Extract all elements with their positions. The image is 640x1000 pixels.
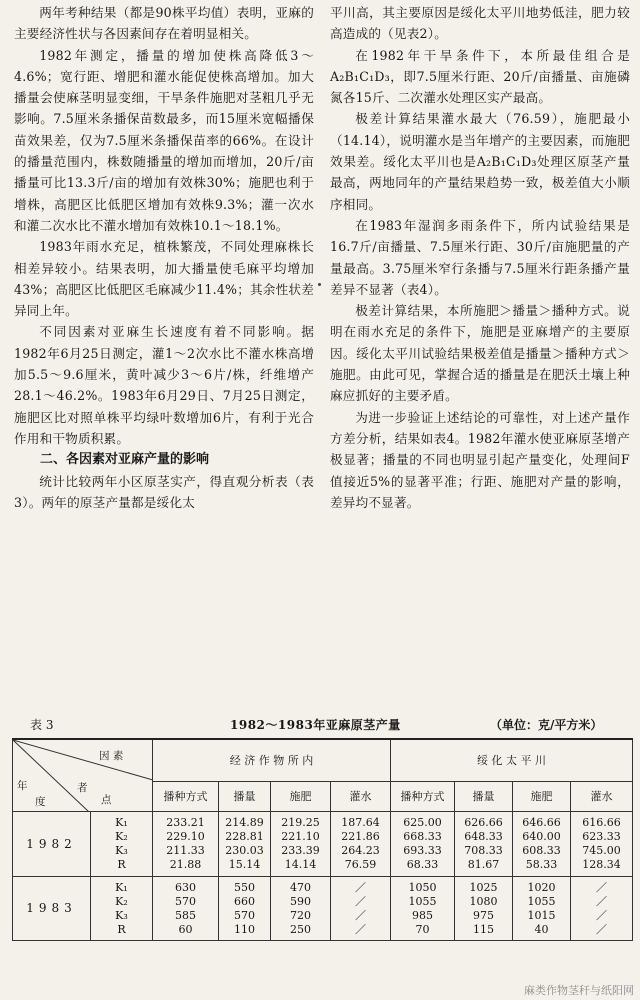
value: 1050 (408, 880, 437, 894)
value: 693.33 (403, 843, 442, 857)
paragraph: 在1983年湿润多雨条件下，所内试验结果是16.7斤/亩播量、7.5厘米行距、30斤/亩施肥量的产量最高。3.75厘米窄行条播与7.5厘米行距条播产量差异不显著（表4）。 (330, 217, 630, 297)
value: 625.00 (403, 815, 442, 829)
column-header: 灌水 (571, 781, 633, 811)
value: 187.64 (341, 815, 380, 829)
value: 14.14 (284, 857, 317, 871)
value: ／ (355, 894, 367, 908)
value-cell (153, 876, 219, 940)
value: 40 (534, 922, 549, 936)
value: 128.34 (582, 857, 621, 871)
value: 219.25 (281, 815, 320, 829)
value: 60 (178, 922, 193, 936)
site-header: 绥 化 太 平 川 (391, 739, 633, 781)
column-header: 播量 (219, 781, 271, 811)
value: 616.66 (582, 815, 621, 829)
right-column (330, 2, 630, 513)
value: 668.33 (403, 829, 442, 843)
left-column (14, 2, 314, 513)
value: 250 (290, 922, 311, 936)
paragraph: 极差计算结果灌水最大（76.59），施肥最小（14.14），说明灌水是当年增产的主要因素，而施肥效果差。绥化太平川也是A₂B₁C₁D₃处理区原茎产量最高，两地同年的产量结果趋势一致，极差值大小顺序相同。 (330, 111, 630, 212)
column-header: 施肥 (513, 781, 571, 811)
table-label: 表 3 (30, 718, 54, 732)
table-corner-cell (13, 739, 153, 811)
corner-diagonals (13, 740, 153, 812)
table-row (13, 811, 633, 876)
value-cell (271, 876, 331, 940)
value: 21.88 (169, 857, 202, 871)
value: 470 (290, 880, 311, 894)
value: 590 (290, 894, 311, 908)
paragraph: 极差计算结果，本所施肥＞播量＞播种方式。说明在雨水充足的条件下，施肥是亚麻增产的主要原因。绥化太平川试验结果极差值是播量＞播种方式＞施肥。由此可见，掌握合适的播量是在肥沃土壤上种麻应抓好的主要矛盾。 (330, 303, 630, 404)
value: ／ (355, 908, 367, 922)
paragraph: 1983年雨水充足，植株繁茂，不同处理麻株长相差异较小。结果表明，加大播量使毛麻平均增加43%；高肥区比低肥区毛麻减少11.4%；其余性状差异同上年。 (14, 239, 314, 319)
value: ／ (596, 922, 608, 936)
value-cell (219, 811, 271, 876)
key-label: R (117, 857, 126, 871)
value-cell (513, 811, 571, 876)
corner-factor: 因 素 (99, 750, 124, 762)
column-header: 灌水 (331, 781, 391, 811)
corner-degree: 度 (35, 796, 46, 808)
value-cell (391, 811, 455, 876)
value: 81.67 (467, 857, 500, 871)
column-header: 播种方式 (391, 781, 455, 811)
column-header: 播种方式 (153, 781, 219, 811)
value: ／ (355, 880, 367, 894)
key-label: K₂ (115, 829, 128, 843)
value: 660 (234, 894, 255, 908)
value: 1055 (527, 894, 556, 908)
column-header: 施肥 (271, 781, 331, 811)
value: 640.00 (522, 829, 561, 843)
value: 230.03 (225, 843, 264, 857)
key-cell (91, 811, 153, 876)
value: 115 (473, 922, 495, 936)
key-label: K₁ (115, 880, 128, 894)
value: 228.81 (225, 829, 264, 843)
value-cell (513, 876, 571, 940)
year-cell: 1983 (13, 876, 91, 940)
value: ／ (596, 880, 608, 894)
year-cell: 1982 (13, 811, 91, 876)
value: 648.33 (464, 829, 503, 843)
value: 975 (473, 908, 495, 922)
value: 264.23 (341, 843, 380, 857)
corner-year: 年 (17, 780, 28, 792)
paragraph: 1982年测定，播量的增加使株高降低3～4.6%；宽行距、增肥和灌水能促使株高增加。加大播量会使麻茎明显变细，干旱条件施肥对茎粗几乎无影响。7.5厘米条播保苗数最多，而15厘米宽幅播保苗效果差，仅为7.5厘米条播保苗率的66%。在设计的播量范围内，株数随播量的增加而增加，20斤/亩播量可比13.3斤/亩的增加有效株30%；施肥也利于增株，高肥区比低肥区增加有效株9.3%；灌一次水和灌二次水比不灌水增加有效株10.1～18.1%。 (14, 47, 314, 233)
value: 630 (175, 880, 196, 894)
paragraph: 两年考种结果（都是90株平均值）表明，亚麻的主要经济性状与各因素间存在着明显相关。 (14, 5, 314, 42)
value-cell (331, 876, 391, 940)
key-label: R (117, 922, 126, 936)
value: 211.33 (166, 843, 205, 857)
value: 233.39 (281, 843, 320, 857)
value: ／ (355, 922, 367, 936)
value: 214.89 (225, 815, 264, 829)
table-caption (30, 716, 620, 736)
value-cell (455, 811, 513, 876)
value-cell (455, 876, 513, 940)
value: ／ (596, 908, 608, 922)
key-label: K₁ (115, 815, 128, 829)
value-cell (153, 811, 219, 876)
value: 570 (234, 908, 255, 922)
value: 1025 (469, 880, 498, 894)
watermark: 麻类作物茎秆与纸阳网 (524, 984, 634, 997)
value: 110 (234, 922, 255, 936)
column-header: 播量 (455, 781, 513, 811)
site-header: 经 济 作 物 所 内 (153, 739, 391, 781)
value: 646.66 (522, 815, 561, 829)
value: 68.33 (406, 857, 439, 871)
value-cell (331, 811, 391, 876)
paragraph: 在1982年干旱条件下，本所最佳组合是A₂B₁C₁D₃，即7.5厘米行距、20斤/亩播量、亩施磷氮各15斤、二次灌水处理区实产最高。 (330, 47, 630, 106)
value: 58.33 (525, 857, 558, 871)
key-label: K₂ (115, 894, 128, 908)
print-speck (318, 283, 321, 286)
value: 1015 (527, 908, 556, 922)
value-cell (391, 876, 455, 940)
table-unit: （单位：克/平方米） (490, 718, 603, 732)
key-label: K₃ (115, 843, 128, 857)
value: 229.10 (166, 829, 205, 843)
value: 608.33 (522, 843, 561, 857)
value: 1080 (469, 894, 498, 908)
key-label: K₃ (115, 908, 128, 922)
value: 708.33 (464, 843, 503, 857)
table-header-row (13, 739, 633, 781)
value: 15.14 (228, 857, 261, 871)
value: 221.10 (281, 829, 320, 843)
paragraph: 平川高，其主要原因是绥化太平川地势低洼，肥力较高造成的（见表2）。 (330, 5, 630, 42)
paragraph: 不同因素对亚麻生长速度有着不同影响。据1982年6月25日测定，灌1～2次水比不灌水株高增加5.5～9.6厘米，黄叶减少3～6片/株，纤维增产28.1～46.2%。1983年6月29日、7月25日测定，施肥区比对照单株平均绿叶数增加6片，有利于光合作用和干物质积累。 (14, 324, 314, 446)
value-cell (271, 811, 331, 876)
corner-site: 者 (77, 782, 88, 794)
value: ／ (596, 894, 608, 908)
value: 76.59 (344, 857, 377, 871)
paragraph: 为进一步验证上述结论的可靠性，对上述产量作方差分析，结果如表4。1982年灌水使亚麻原茎增产极显著；播量的不同也明显引起产量变化，处理间F值接近5%的显著平准；行距、施肥对产量的影响，差异均不显著。 (330, 409, 630, 510)
value: 70 (415, 922, 430, 936)
table-title: 1982～1983年亚麻原茎产量 (230, 718, 401, 732)
value-cell (219, 876, 271, 940)
value: 623.33 (582, 829, 621, 843)
value: 221.86 (341, 829, 380, 843)
value: 720 (290, 908, 311, 922)
value: 745.00 (582, 843, 621, 857)
value: 626.66 (464, 815, 503, 829)
value: 233.21 (166, 815, 205, 829)
corner-end: 点 (101, 794, 112, 806)
value: 985 (412, 908, 434, 922)
value: 585 (175, 908, 196, 922)
yield-table (12, 738, 633, 941)
value: 550 (234, 880, 255, 894)
value: 1020 (527, 880, 556, 894)
value: 570 (175, 894, 196, 908)
table-row (13, 876, 633, 940)
section-heading: 二、各因素对亚麻产量的影响 (40, 452, 210, 468)
key-cell (91, 876, 153, 940)
value-cell (571, 811, 633, 876)
paragraph: 统计比较两年小区原茎实产，得直观分析表（表3）。两年的原茎产量都是绥化太 (14, 473, 314, 510)
value: 1055 (408, 894, 437, 908)
value-cell (571, 876, 633, 940)
